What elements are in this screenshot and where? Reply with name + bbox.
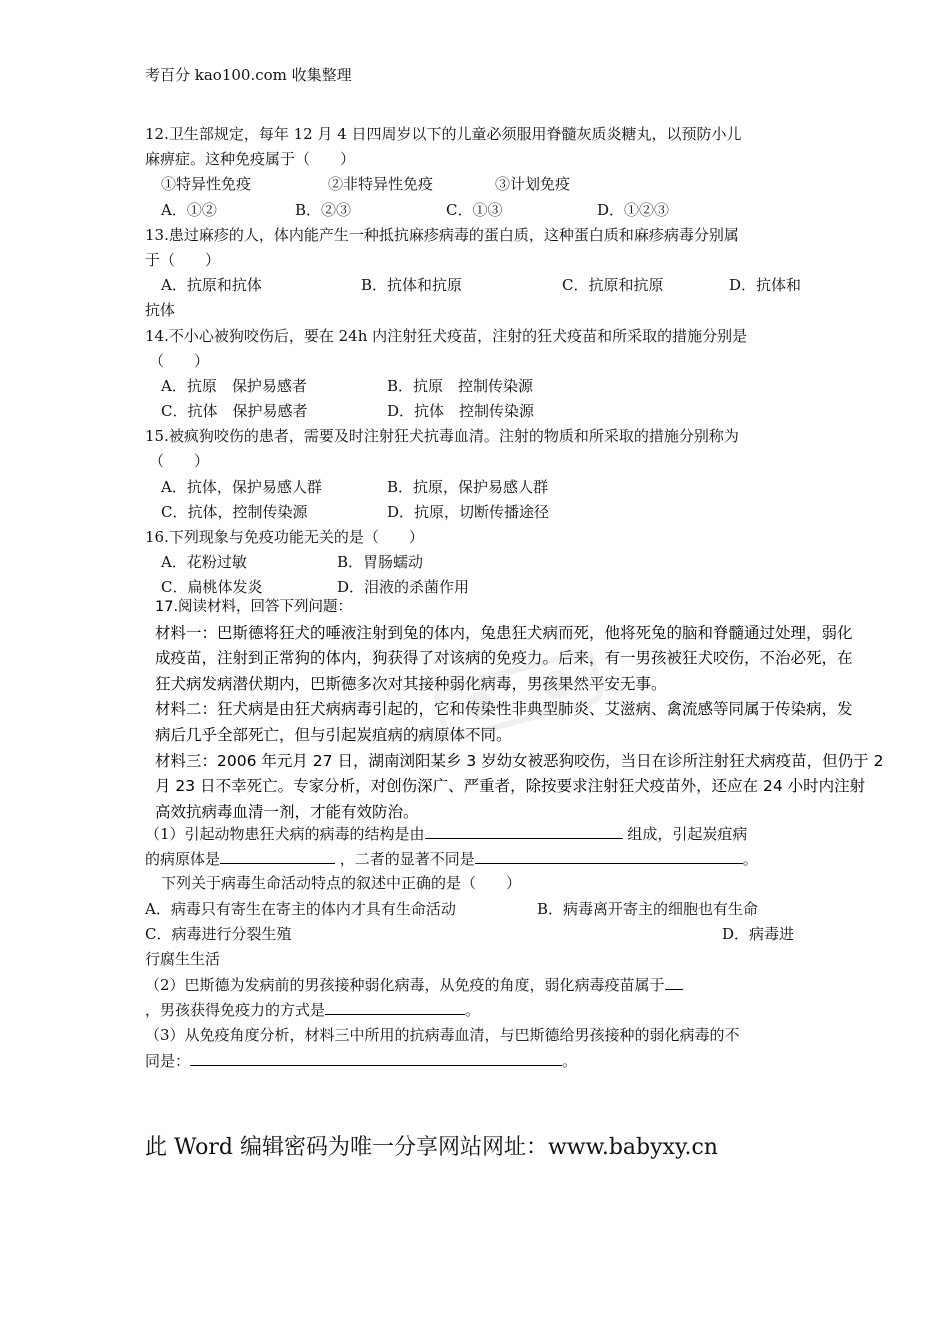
q14-line2: （ ） (149, 351, 210, 370)
sub1-text-c: 的病原体是 (145, 850, 221, 869)
sub1-options-row1 (145, 897, 815, 922)
q14-line1: 14.不小心被狗咬伤后，要在 24h 内注射狂犬疫苗，注射的狂犬疫苗和所采取的措施分别是 (145, 326, 748, 345)
q16-option-b: B．胃肠蠕动 (337, 553, 424, 572)
q17-material-line: 材料二：狂犬病是由狂犬病病毒引起的，它和传染性非典型肺炎、艾滋病、禽流感等同属于传染病，发 (155, 700, 853, 719)
q17-material-line: 高效抗病毒血清一剂，才能有效防治。 (155, 802, 419, 821)
q13-option-a: A．抗原和抗体 (161, 276, 262, 295)
sub1-option-b: B．病毒离开寄主的细胞也有生命 (537, 899, 759, 918)
q13-line2: 于（ ） (145, 250, 221, 269)
q16-options-row1 (145, 550, 815, 575)
sub1-text-d: ，二者的显著不同是 (335, 850, 475, 869)
sub1-option-c: C．病毒进行分裂生殖 (145, 924, 292, 943)
page-header: 考百分 kao100.com 收集整理 (145, 66, 352, 84)
sub3-line2 (145, 1048, 815, 1073)
q17-material-line: 材料三：2006 年元月 27 日，湖南浏阳某乡 3 岁幼女被恶狗咬伤，当日在诊所注射狂犬病疫苗，但仍于 2 (155, 751, 884, 770)
q14-option-d: D．抗体 控制传染源 (387, 402, 535, 421)
q15-line2: （ ） (149, 452, 210, 471)
sub3-text-c: 。 (562, 1051, 578, 1070)
q12-item: ①特异性免疫 (161, 175, 252, 194)
q12-item: ②非特异性免疫 (328, 175, 434, 194)
q15-line1: 15.被疯狗咬伤的患者，需要及时注射狂犬抗毒血清。注射的物质和所采取的措施分别称为 (145, 427, 739, 446)
q13-option-d: D．抗体和 (729, 276, 802, 295)
q14-option-a: A．抗原 保护易感者 (161, 376, 307, 395)
answer-blank-immunity-method[interactable] (325, 997, 465, 1015)
page-footer: 此 Word 编辑密码为唯一分享网站网址：www.babyxy.cn (145, 1135, 718, 1160)
q14-options-row1 (145, 374, 815, 399)
q16-option-a: A．花粉过敏 (161, 553, 247, 572)
sub1-text-b: 组成，引起炭疽病 (622, 825, 748, 843)
q12-line2: 麻痹症。这种免疫属于（ ） (145, 150, 356, 169)
q15-option-c: C．抗体，控制传染源 (161, 502, 308, 521)
q17-material-line: 病后几乎全部死亡，但与引起炭疽病的病原体不同。 (155, 725, 512, 744)
sub1-option-a: A．病毒只有寄生在寄主的体内才具有生命活动 (145, 899, 456, 918)
sub2-text-b: ，男孩获得免疫力的方式是 (145, 1001, 326, 1020)
sub2-line1 (145, 972, 815, 997)
q13-line1: 13.患过麻疹的人，体内能产生一种抵抗麻疹病毒的蛋白质，这种蛋白质和麻疹病毒分别属 (145, 225, 739, 244)
answer-blank-difference[interactable] (475, 846, 743, 864)
q16-option-c: C．扁桃体发炎 (161, 578, 263, 597)
answer-blank-serum-difference[interactable] (190, 1048, 562, 1066)
q12-option-d: D．①②③ (597, 200, 670, 219)
q15-option-d: D．抗原，切断传播途径 (387, 502, 550, 521)
sub1-text-a: （1）引起动物患狂犬病的病毒的结构是由 (145, 825, 425, 843)
sub1-line2 (145, 846, 815, 871)
answer-blank-structure[interactable] (425, 821, 623, 839)
q14-option-b: B．抗原 控制传染源 (387, 376, 534, 395)
sub-questions-block (145, 821, 815, 1073)
sub2-text-c: 。 (465, 1001, 481, 1020)
q12-option-a: A．①② (161, 200, 217, 219)
q17-title: 17.阅读材料，回答下列问题： (155, 599, 353, 615)
q15-options-row2 (145, 500, 815, 525)
sub1-text-e: 。 (742, 850, 758, 869)
q17-material-line: 狂犬病发病潜伏期内，巴斯德多次对其接种弱化病毒，男孩果然平安无事。 (155, 674, 667, 693)
sub1-tail: 行腐生生活 (145, 949, 221, 968)
q13-options (145, 273, 815, 298)
sub3-line1: （3）从免疫角度分析，材料三中所用的抗病毒血清，与巴斯德给男孩接种的弱化病毒的不 (145, 1025, 740, 1044)
sub3-text-b: 同是： (145, 1051, 191, 1070)
q13-option-c: C．抗原和抗原 (562, 276, 664, 295)
sub1-option-d: D．病毒进 (722, 924, 795, 943)
sub1-stem: 下列关于病毒生命活动特点的叙述中正确的是（ ） (161, 874, 522, 893)
q17-material-line: 材料一：巴斯德将狂犬的唾液注射到兔的体内，兔患狂犬病而死，他将死兔的脑和脊髓通过处理，弱化 (155, 623, 853, 642)
q15-option-a: A．抗体，保护易感人群 (161, 477, 322, 496)
q12-options (145, 198, 815, 223)
q14-options-row2 (145, 399, 815, 424)
q12-line1: 12.卫生部规定，每年 12 月 4 日四周岁以下的儿童必须服用脊髓灰质炎糖丸，以预防小儿 (145, 125, 742, 143)
q15-options-row1 (145, 475, 815, 500)
q16-option-d: D．泪液的杀菌作用 (337, 578, 470, 597)
sub1-line1 (145, 821, 815, 846)
q12-option-b: B．②③ (295, 200, 352, 219)
sub2-line2 (145, 997, 815, 1022)
q12-item: ③计划免疫 (495, 175, 571, 194)
q16-line1: 16.下列现象与免疫功能无关的是（ ） (145, 528, 424, 546)
q15-option-b: B．抗原，保护易感人群 (387, 477, 549, 496)
q17-material-line: 成疫苗，注射到正常狗的体内，狗获得了对该病的免疫力。后来，有一男孩被狂犬咬伤，不治必死，在 (155, 649, 853, 668)
q12-option-c: C．①③ (446, 200, 503, 219)
q13-tail: 抗体 (145, 301, 176, 320)
q17-material-line: 月 23 日不幸死亡。专家分析，对创伤深广、严重者，除按要求注射狂犬疫苗外，还应在 24 小时内注射 (155, 777, 866, 796)
q14-option-c: C．抗体 保护易感者 (161, 402, 308, 421)
answer-blank-vaccine-type[interactable] (665, 972, 683, 990)
answer-blank-pathogen[interactable] (220, 846, 335, 864)
sub1-options-row2 (145, 922, 815, 947)
questions-block (145, 122, 815, 601)
q12-items (145, 172, 815, 197)
sub2-text-a: （2）巴斯德为发病前的男孩接种弱化病毒，从免疫的角度，弱化病毒疫苗属于 (145, 976, 665, 995)
q13-option-b: B．抗体和抗原 (361, 276, 463, 295)
